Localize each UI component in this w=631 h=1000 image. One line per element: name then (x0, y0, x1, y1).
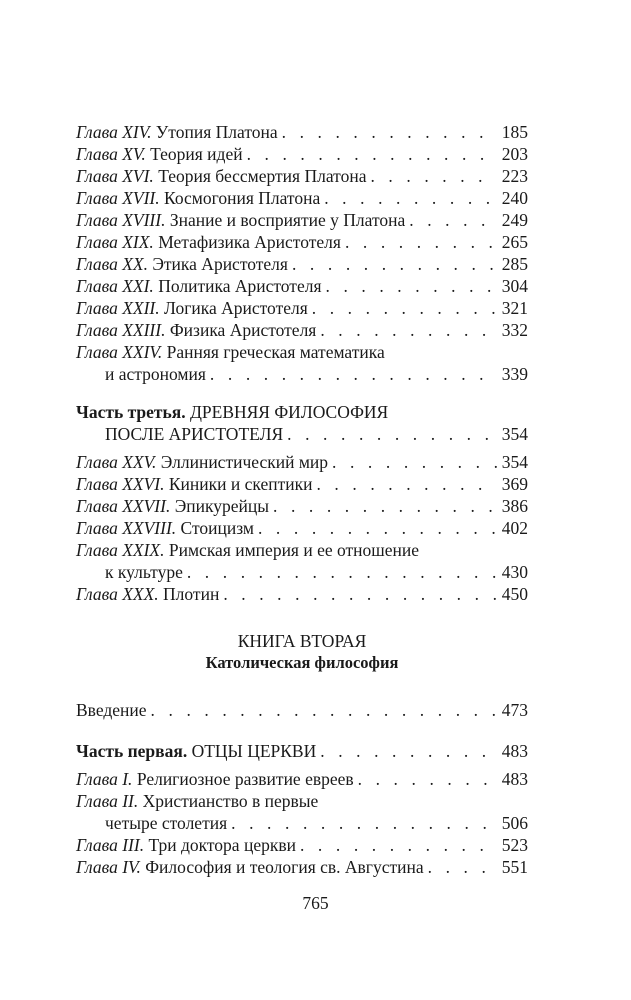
chapter-title: Утопия Платона (155, 122, 278, 142)
chapter-title: Логика Аристотеля (164, 298, 308, 318)
toc-entry (76, 834, 528, 856)
chapter-title-continuation: к культуре (105, 562, 183, 582)
chapter-title: Ранняя греческая математика (166, 342, 385, 362)
leader-dots (312, 297, 497, 319)
page-number: 339 (501, 364, 528, 384)
toc-entry (76, 473, 528, 495)
part-title-continuation: ПОСЛЕ АРИСТОТЕЛЯ (105, 424, 284, 444)
toc-entry (76, 253, 528, 275)
leader-dots (223, 583, 497, 605)
leader-dots (316, 473, 497, 495)
page-number: 386 (501, 496, 528, 516)
chapter-number: Глава XVIII. (76, 210, 166, 230)
toc-group-part2 (76, 121, 528, 385)
page-number: 473 (501, 700, 528, 720)
part-title: ДРЕВНЯЯ ФИЛОСОФИЯ (189, 402, 389, 422)
chapter-title: Философия и теология св. Августина (145, 857, 424, 877)
chapter-number: Глава XXV. (76, 452, 157, 472)
page-number: 551 (501, 857, 528, 877)
toc-entry (76, 121, 528, 143)
toc-entry (76, 517, 528, 539)
leader-dots (287, 423, 497, 445)
toc-entry (76, 165, 528, 187)
chapter-title: Эллинистический мир (160, 452, 329, 472)
chapter-title: Эпикурейцы (174, 496, 269, 516)
leader-dots (332, 451, 497, 473)
toc-entry-continuation (76, 363, 528, 385)
leader-dots (358, 768, 497, 790)
toc-entry-continuation (76, 561, 528, 583)
leader-dots (320, 740, 497, 762)
chapter-title: Космогония Платона (164, 188, 321, 208)
page-number: 265 (501, 232, 528, 252)
toc-entry (76, 143, 528, 165)
entry-title: Введение (76, 700, 147, 720)
chapter-title-continuation: и астрономия (105, 364, 206, 384)
leader-dots (345, 231, 497, 253)
page-number: 249 (501, 210, 528, 230)
page-number: 450 (501, 584, 528, 604)
page-number: 354 (501, 452, 528, 472)
toc-entry (76, 275, 528, 297)
leader-dots (324, 187, 497, 209)
chapter-number: Глава XXI. (76, 276, 154, 296)
toc-entry-first-line (76, 539, 528, 561)
leader-dots (258, 517, 497, 539)
chapter-title: Религиозное развитие евреев (136, 769, 354, 789)
leader-dots (326, 275, 498, 297)
page-number: 240 (501, 188, 528, 208)
chapter-number: Глава XXII. (76, 298, 160, 318)
chapter-title: Теория идей (150, 144, 243, 164)
page-number: 332 (501, 320, 528, 340)
page-number: 185 (501, 122, 528, 142)
page-number: 304 (501, 276, 528, 296)
toc-group-part1 (76, 768, 528, 878)
part-label: Часть первая. (76, 741, 188, 761)
leader-dots (300, 834, 497, 856)
chapter-title: Стоицизм (180, 518, 254, 538)
chapter-title: Три доктора церкви (148, 835, 296, 855)
page-number: 369 (501, 474, 528, 494)
chapter-title: Теория бессмертия Платона (158, 166, 367, 186)
leader-dots (320, 319, 497, 341)
chapter-number: Глава XXIX. (76, 540, 165, 560)
toc-entry (76, 768, 528, 790)
toc-entry (76, 451, 528, 473)
page-number: 430 (501, 562, 528, 582)
toc-entry (76, 187, 528, 209)
chapter-number: Глава I. (76, 769, 133, 789)
chapter-number: Глава XXVI. (76, 474, 165, 494)
toc-entry-introduction (76, 699, 528, 721)
chapter-title: Политика Аристотеля (158, 276, 322, 296)
toc-entry (76, 319, 528, 341)
toc-group-part3 (76, 451, 528, 605)
chapter-title: Римская империя и ее отношение (168, 540, 420, 560)
page-number: 203 (501, 144, 528, 164)
chapter-number: Глава XXIII. (76, 320, 166, 340)
page-number: 354 (501, 424, 528, 444)
chapter-number: Глава XX. (76, 254, 148, 274)
leader-dots (231, 812, 497, 834)
toc-entry (76, 209, 528, 231)
part-heading-part3 (76, 401, 528, 445)
leader-dots (247, 143, 497, 165)
page-folio: 765 (302, 893, 329, 913)
leader-dots (370, 165, 497, 187)
chapter-number: Глава XXVIII. (76, 518, 177, 538)
leader-dots (292, 253, 497, 275)
chapter-title-continuation: четыре столетия (105, 813, 228, 833)
leader-dots (151, 699, 497, 721)
toc-entry (76, 231, 528, 253)
page-number: 483 (501, 741, 528, 761)
chapter-title: Физика Аристотеля (169, 320, 317, 340)
chapter-number: Глава XIX. (76, 232, 154, 252)
book-title: КНИГА ВТОРАЯ (237, 631, 367, 651)
chapter-number: Глава XIV. (76, 122, 152, 142)
page-number: 402 (501, 518, 528, 538)
chapter-number: Глава XXIV. (76, 342, 163, 362)
chapter-number: Глава XVI. (76, 166, 154, 186)
page-number: 285 (501, 254, 528, 274)
toc-entry (76, 856, 528, 878)
chapter-title: Плотин (163, 584, 220, 604)
part-heading-part1 (76, 740, 528, 762)
part-title: ОТЦЫ ЦЕРКВИ (191, 741, 317, 761)
chapter-title: Метафизика Аристотеля (158, 232, 341, 252)
chapter-title: Киники и скептики (168, 474, 313, 494)
leader-dots (187, 561, 497, 583)
page-number: 506 (501, 813, 528, 833)
page-number: 483 (501, 769, 528, 789)
chapter-title: Знание и восприятие у Платона (169, 210, 406, 230)
page-number: 223 (501, 166, 528, 186)
chapter-number: Глава III. (76, 835, 145, 855)
toc-entry (76, 495, 528, 517)
table-of-contents (76, 121, 528, 878)
leader-dots (428, 856, 497, 878)
page-number: 523 (501, 835, 528, 855)
book-subtitle: Католическая философия (205, 653, 399, 672)
chapter-title: Христианство в первые (142, 791, 319, 811)
part-label: Часть третья. (76, 402, 186, 422)
chapter-number: Глава XXVII. (76, 496, 171, 516)
toc-entry (76, 583, 528, 605)
toc-entry-first-line (76, 341, 528, 363)
chapter-number: Глава XVII. (76, 188, 160, 208)
toc-entry-continuation (76, 812, 528, 834)
leader-dots (282, 121, 497, 143)
toc-entry (76, 297, 528, 319)
toc-entry-first-line (76, 790, 528, 812)
chapter-number: Глава II. (76, 791, 139, 811)
chapter-number: Глава IV. (76, 857, 141, 877)
chapter-number: Глава XV. (76, 144, 146, 164)
chapter-title: Этика Аристотеля (152, 254, 288, 274)
page-number: 321 (501, 298, 528, 318)
leader-dots (273, 495, 497, 517)
leader-dots (210, 363, 497, 385)
chapter-number: Глава XXX. (76, 584, 159, 604)
leader-dots (409, 209, 497, 231)
